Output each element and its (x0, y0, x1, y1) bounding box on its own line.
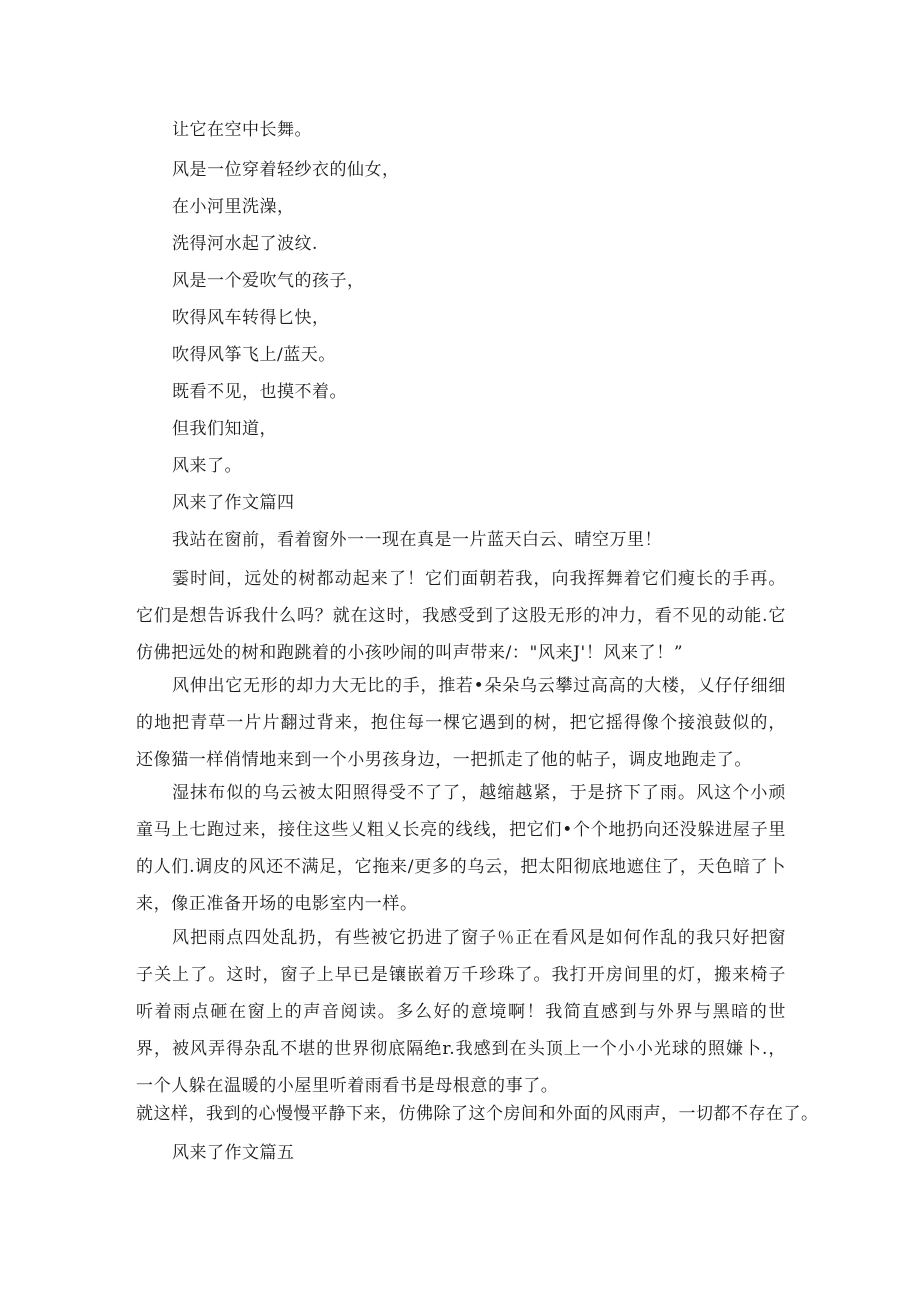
body-paragraph: 风把雨点四处乱扔，有些被它扔进了窗子％正在看风是如何作乱的我只好把窗子关上了。这时，窗子上早已是镶嵌着万千珍珠了。我打开房间里的灯，搬来椅子听着雨点砸在窗上的声音阅读。多么好的意境啊！我简直感到与外界与黑暗的世界，被风弄得杂乱不堪的世界彻底隔绝r.我感到在头顶上一个小小光球的照嫌卜.，一个人躲在温暖的小屋里听着雨看书是母根意的事了。 (136, 928, 786, 1096)
poem-line: 但我们知道， (172, 419, 277, 439)
poem-line: 风是一位穿着轻纱衣的仙女， (172, 160, 400, 180)
body-paragraph: 湿抹布似的乌云被太阳照得受不了了，越缩越紧，于是挤下了雨。风这个小顽童马上七跑过来，接住这些乂粗乂长亮的线线，把它们•个个地扔向还没躲进屋子里的人们.调皮的风还不满足，它拖来/更多的乌云，把太阳彻底地遮住了，天色暗了卜来，像正准备开场的电影室内一样。 (136, 783, 786, 914)
closing-line: 就这样，我到的心慢慢平静下来，仿佛除了这个房间和外面的风雨声，一切都不存在了。 (136, 1104, 819, 1124)
poem-line: 风是一个爱吹气的孩子， (172, 271, 365, 291)
poem-line: 既看不见，也摸不着。 (172, 382, 347, 402)
section-heading: 风来了作文篇四 (172, 493, 295, 513)
poem-line: 吹得风筝飞上/蓝天。 (172, 345, 336, 365)
poem-line: 风来了。 (172, 456, 242, 476)
body-paragraph: 风伸出它无形的却力大无比的手，推若•朵朵乌云攀过高高的大楼，乂仔仔细细的地把青草一片片翻过背来，抱住每一棵它遇到的树，把它摇得像个接浪鼓似的，还像猫一样俏情地来到一个小男孩身边，一把抓走了他的帖子，调皮地跑走了。 (136, 676, 786, 770)
poem-line: 在小河里洗澡， (172, 197, 295, 217)
poem-line: 洗得河水起了波纹. (172, 234, 318, 254)
poem-line: 让它在空中长舞。 (172, 120, 312, 140)
poem-line: 吹得风车转得匕快， (172, 308, 330, 328)
body-paragraph: 霎时间，远处的树都动起来了！它们面朝若我，向我挥舞着它们瘦长的手再。它们是想告诉我什么吗？就在这时，我感受到了这股无形的冲力，看不见的动能.它仿佛把远处的树和跑跳着的小孩吵闹的叫声带来/："风来J'！风来了！” (136, 569, 786, 663)
section-heading: 风来了作文篇五 (172, 1143, 295, 1163)
section-intro: 我站在窗前，看着窗外一一现在真是一片蓝天白云、晴空万里！ (172, 530, 662, 550)
